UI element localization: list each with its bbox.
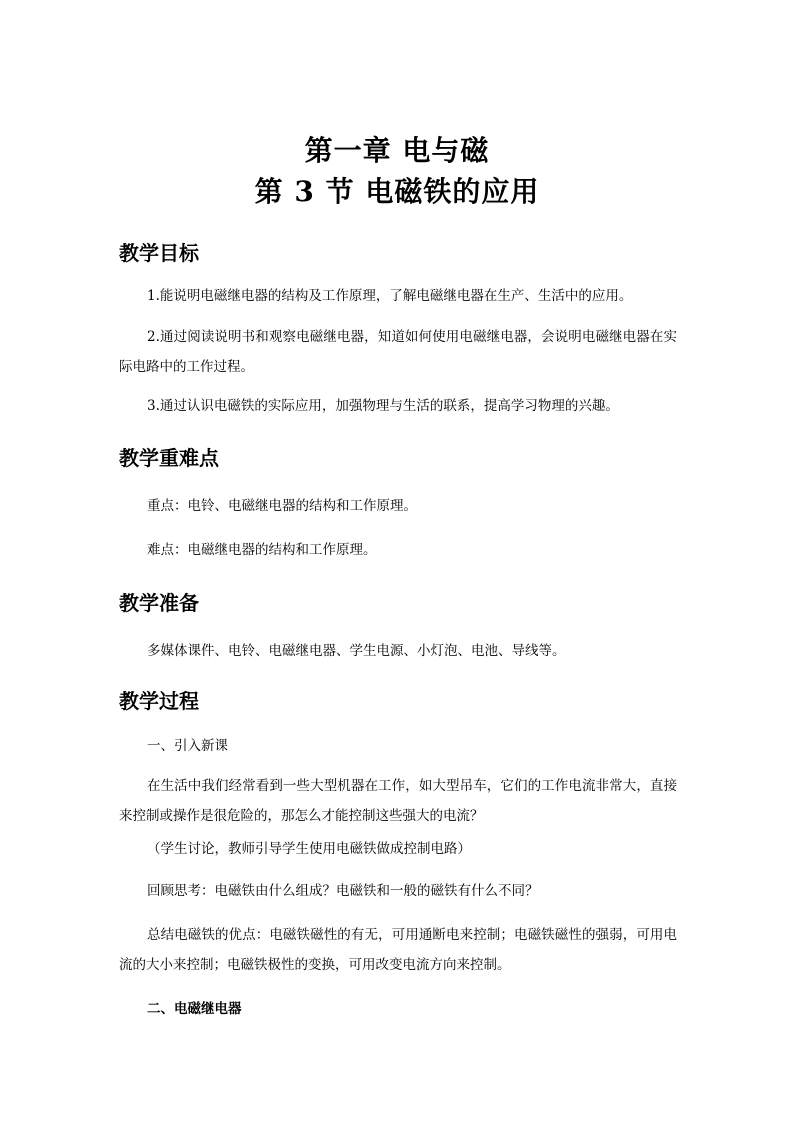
key-points-heading: 教学重难点 bbox=[119, 446, 219, 470]
key-point-focus: 重点：电铃、电磁继电器的结构和工作原理。 bbox=[147, 498, 417, 514]
process-paragraph-1: 在生活中我们经常看到一些大型机器在工作，如大型吊车，它们的工作电流非常大，直接来控制或操作是很危险的，那怎么才能控制这些强大的电流？ bbox=[119, 778, 677, 824]
objective-item-1: 1.能说明电磁继电器的结构及工作原理，了解电磁继电器在生产、生活中的应用。 bbox=[147, 288, 633, 304]
section-title: 第 3 节 电磁铁的应用 bbox=[254, 175, 540, 208]
process-paragraph-4: 总结电磁铁的优点：电磁铁磁性的有无，可用通断电来控制；电磁铁磁性的强弱，可用电流的大小来控制；电磁铁极性的变换，可用改变电流方向来控制。 bbox=[119, 927, 677, 973]
process-paragraph-2: （学生讨论，教师引导学生使用电磁铁做成控制电路） bbox=[147, 841, 471, 857]
preparation-heading: 教学准备 bbox=[119, 591, 199, 615]
chapter-title: 第一章 电与磁 bbox=[304, 134, 490, 167]
process-heading: 教学过程 bbox=[119, 689, 199, 713]
objective-item-2: 2.通过阅读说明书和观察电磁继电器，知道如何使用电磁继电器，会说明电磁继电器在实际电路中的工作过程。 bbox=[119, 329, 677, 375]
process-paragraph-3: 回顾思考：电磁铁由什么组成？电磁铁和一般的磁铁有什么不同？ bbox=[147, 883, 539, 899]
key-point-difficulty: 难点：电磁继电器的结构和工作原理。 bbox=[147, 542, 377, 558]
preparation-text: 多媒体课件、电铃、电磁继电器、学生电源、小灯泡、电池、导线等。 bbox=[147, 643, 566, 659]
process-part1-title: 一、引入新课 bbox=[147, 738, 228, 754]
objectives-heading: 教学目标 bbox=[119, 241, 199, 265]
objective-item-3: 3.通过认识电磁铁的实际应用，加强物理与生活的联系，提高学习物理的兴趣。 bbox=[147, 398, 619, 414]
process-part2-title: 二、电磁继电器 bbox=[147, 1001, 242, 1017]
